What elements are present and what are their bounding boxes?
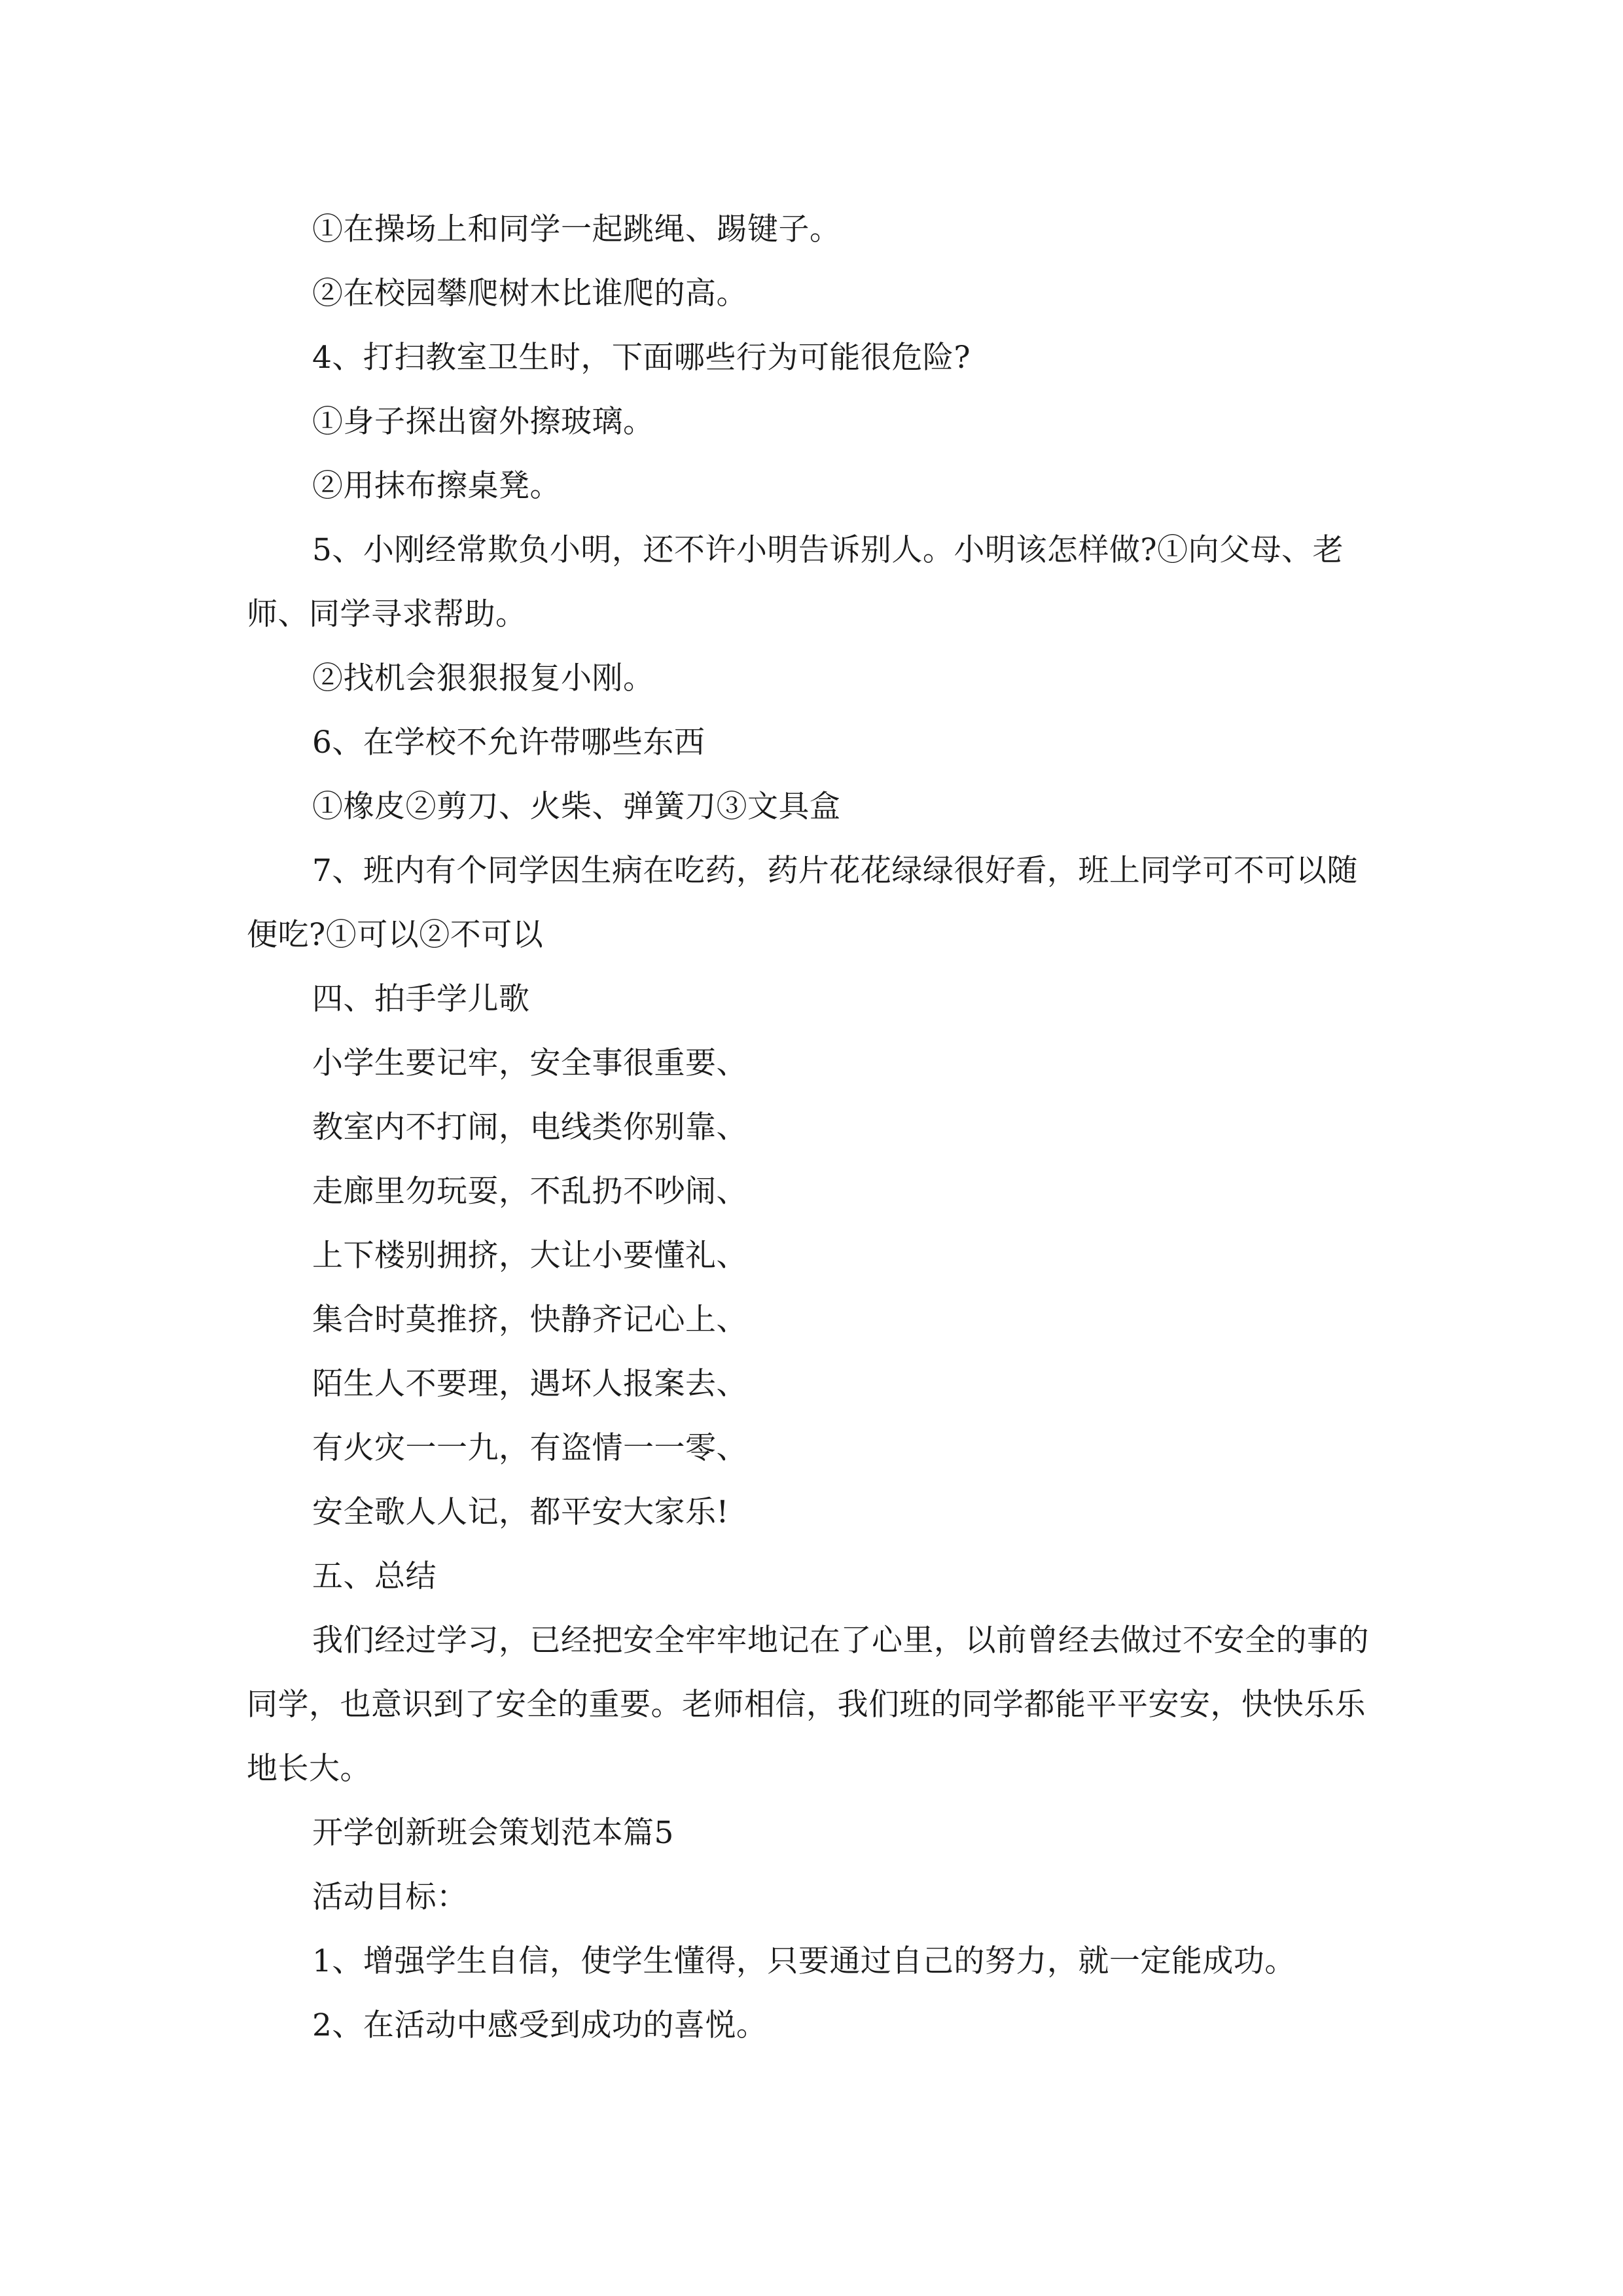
paragraph-summary: 我们经过学习，已经把安全牢牢地记在了心里，以前曾经去做过不安全的事的同学，也意识到了安全的重要。老师相信，我们班的同学都能平平安安，快快乐乐地长大。 (247, 1623, 1369, 1787)
paragraph-question-5: 5、小刚经常欺负小明，还不许小明告诉别人。小明该怎样做?①向父母、老师、同学寻求帮助。 (247, 532, 1344, 632)
song-line: 集合时莫推挤，快静齐记心上、 (312, 1302, 747, 1338)
paragraph-goals-label: 活动目标： (312, 1879, 468, 1915)
song-line: 安全歌人人记，都平安大家乐! (312, 1494, 729, 1530)
song-line: 走廊里勿玩耍，不乱扔不吵闹、 (312, 1174, 747, 1210)
section-heading-part-5: 开学创新班会策划范本篇5 (312, 1815, 674, 1851)
song-line: 小学生要记牢，安全事很重要、 (312, 1045, 747, 1081)
paragraph-goal-2: 2、在活动中感受到成功的喜悦。 (312, 2007, 768, 2043)
paragraph-option-window: ①身子探出窗外擦玻璃。 (312, 404, 654, 440)
paragraph-question-7: 7、班内有个同学因生病在吃药，药片花花绿绿很好看，班上同学可不可以随便吃?①可以②不可以 (247, 853, 1358, 953)
paragraph-question-4: 4、打扫教室卫生时，下面哪些行为可能很危险? (312, 340, 971, 376)
song-line: 有火灾一一九，有盗情一一零、 (312, 1430, 747, 1466)
section-heading-summary: 五、总结 (312, 1558, 437, 1594)
paragraph-question-6: 6、在学校不允许带哪些东西 (312, 725, 705, 761)
document-body (247, 198, 1380, 2058)
paragraph-goal-1: 1、增强学生自信，使学生懂得，只要通过自己的努力，就一定能成功。 (312, 1943, 1296, 1979)
song-line: 陌生人不要理，遇坏人报案去、 (312, 1366, 747, 1402)
song-line: 上下楼别拥挤，大让小要懂礼、 (312, 1238, 747, 1274)
paragraph-options-items: ①橡皮②剪刀、火柴、弹簧刀③文具盒 (312, 789, 841, 825)
paragraph-activity-jump-rope: ①在操场上和同学一起跳绳、踢键子。 (312, 211, 841, 247)
paragraph-option-revenge: ②找机会狠狠报复小刚。 (312, 660, 654, 696)
section-heading-song: 四、拍手学儿歌 (312, 981, 530, 1017)
paragraph-option-cloth: ②用抹布擦桌凳。 (312, 468, 561, 504)
paragraph-activity-climb-trees: ②在校园攀爬树木比谁爬的高。 (312, 276, 747, 312)
song-line: 教室内不打闹，电线类你别靠、 (312, 1109, 747, 1145)
